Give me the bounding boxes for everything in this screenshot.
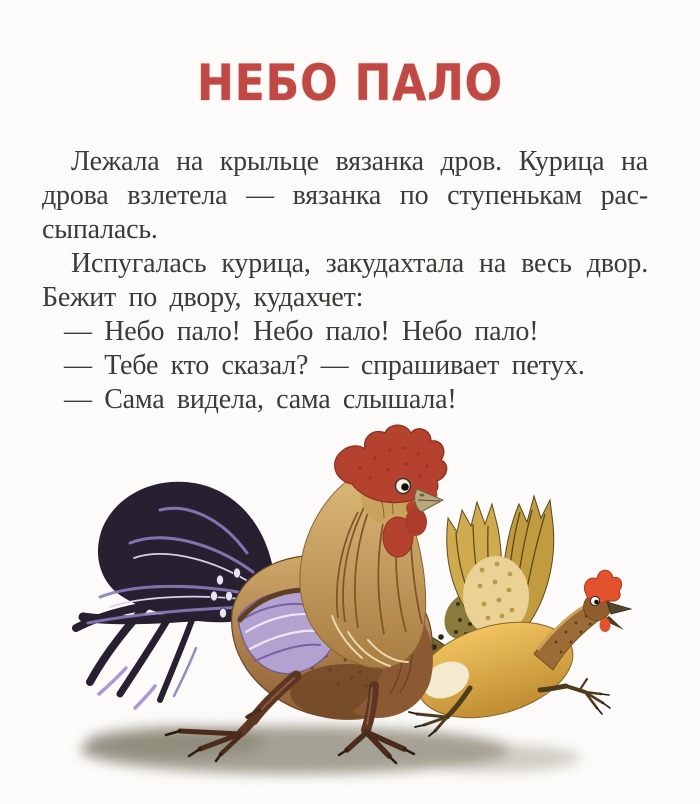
- hen-beak: [607, 602, 631, 614]
- illustration-canvas: [0, 420, 700, 804]
- story-line: дрова взлетела — вязанка по ступенькам рас-: [42, 180, 648, 211]
- story-line: сыпалась.: [42, 214, 158, 245]
- hen-comb: [584, 570, 621, 603]
- rooster-figure: [76, 425, 447, 763]
- story-line: Лежала на крыльце вязанка дров. Курица на: [71, 146, 648, 177]
- story-line: Бежит по двору, кудахчет:: [42, 282, 364, 313]
- page-title: НЕБО ПАЛО: [197, 54, 503, 112]
- hen-wattle: [600, 618, 611, 632]
- ground-shadow: [80, 726, 580, 774]
- rooster-and-hen-illustration: [0, 420, 700, 804]
- story-line: — Небо пало! Небо пало! Небо пало!: [64, 316, 539, 347]
- story-line: — Тебе кто сказал? — спрашивает петух.: [64, 350, 585, 381]
- hen-figure: [392, 496, 631, 736]
- story-text: [42, 145, 648, 417]
- story-line: — Сама видела, сама слышала!: [64, 384, 457, 415]
- story-line: Испугалась курица, закудахтала на весь двор.: [71, 248, 648, 279]
